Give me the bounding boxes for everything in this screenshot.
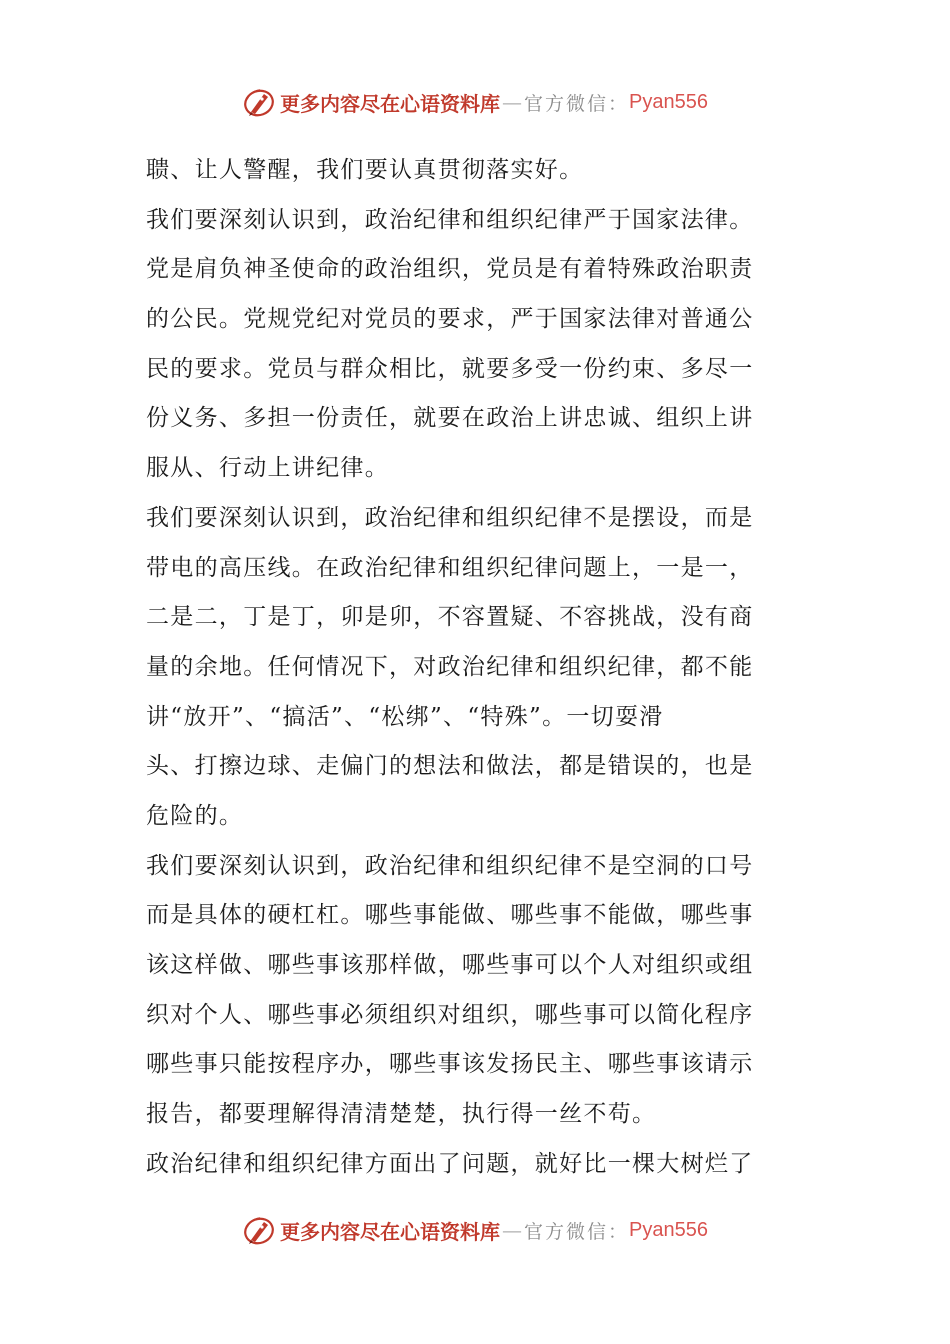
banner-site-name: 更多内容尽在心语资料库 xyxy=(280,91,500,116)
banner-dash: — xyxy=(502,1218,522,1242)
text-line: 聩、让人警醒，我们要认真贯彻落实好。 xyxy=(146,157,584,183)
text-line: 而是具体的硬杠杠。哪些事能做、哪些事不能做，哪些事 xyxy=(146,902,754,929)
footer-banner xyxy=(0,1210,950,1250)
text-line: 我们要深刻认识到，政治纪律和组织纪律不是空洞的口号 xyxy=(146,852,754,879)
text-line: 服从、行动上讲纪律。 xyxy=(146,455,389,482)
banner-site-name: 更多内容尽在心语资料库 xyxy=(280,1219,500,1244)
text-line: 我们要深刻认识到，政治纪律和组织纪律严于国家法律。 xyxy=(146,206,754,233)
text-line: 党是肩负神圣使命的政治组织，党员是有着特殊政治职责 xyxy=(146,256,754,283)
banner-wechat-label: 官方微信： xyxy=(524,1220,630,1243)
text-line: 带电的高压线。在政治纪律和组织纪律问题上，一是一， xyxy=(146,554,754,581)
banner-wechat-id: Pyan556 xyxy=(629,90,708,113)
text-line: 政治纪律和组织纪律方面出了问题，就好比一棵大树烂了 xyxy=(146,1150,754,1177)
text-line: 的公民。党规党纪对党员的要求，严于国家法律对普通公 xyxy=(146,306,754,333)
document-body xyxy=(146,146,806,1189)
text-line: 讲“放开”、“搞活”、“松绑”、“特殊”。一切耍滑 xyxy=(146,703,664,730)
text-line: 二是二，丁是丁，卯是卯，不容置疑、不容挑战，没有商 xyxy=(146,604,754,631)
banner-dash: — xyxy=(502,90,522,114)
text-line: 我们要深刻认识到，政治纪律和组织纪律不是摆设，而是 xyxy=(146,504,754,531)
header-banner xyxy=(0,82,950,122)
text-line: 份义务、多担一份责任，就要在政治上讲忠诚、组织上讲 xyxy=(146,405,754,432)
pen-nib-logo-icon xyxy=(242,1213,276,1247)
banner-wechat-id: Pyan556 xyxy=(629,1218,708,1241)
banner-wechat-label: 官方微信： xyxy=(524,92,630,115)
text-line: 量的余地。任何情况下，对政治纪律和组织纪律，都不能 xyxy=(146,653,754,680)
text-line: 哪些事只能按程序办，哪些事该发扬民主、哪些事该请示 xyxy=(146,1051,754,1078)
text-line: 织对个人、哪些事必须组织对组织，哪些事可以简化程序 xyxy=(146,1001,754,1028)
text-line: 该这样做、哪些事该那样做，哪些事可以个人对组织或组 xyxy=(146,952,754,978)
text-line: 民的要求。党员与群众相比，就要多受一份约束、多尽一 xyxy=(146,355,754,382)
text-line: 报告，都要理解得清清楚楚，执行得一丝不苟。 xyxy=(146,1101,657,1128)
text-line: 头、打擦边球、走偏门的想法和做法，都是错误的，也是 xyxy=(146,753,754,780)
text-line: 危险的。 xyxy=(146,802,244,829)
pen-nib-logo-icon xyxy=(242,85,276,119)
